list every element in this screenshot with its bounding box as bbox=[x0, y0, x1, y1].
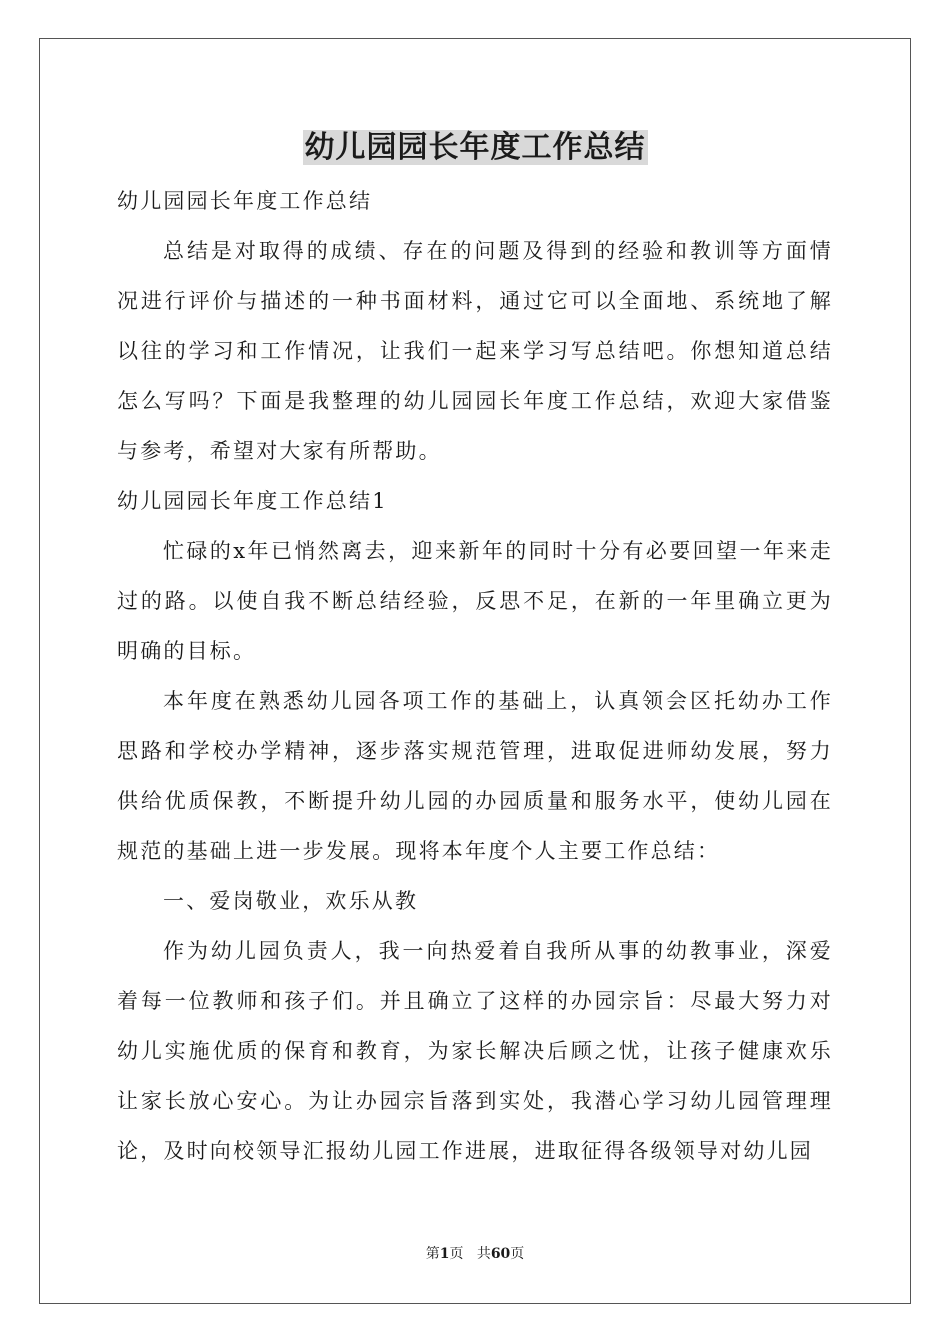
paragraph-3: 作为幼儿园负责人，我一向热爱着自我所从事的幼教事业，深爱着每一位教师和孩子们。并且确立了这样的办园宗旨：尽最大努力对幼儿实施优质的保育和教育，为家长解决后顾之忧，让孩子健康欢乐让家长放心安心。为让办园宗旨落到实处，我潜心学习幼儿园管理理论，及时向校领导汇报幼儿园工作进展，进取征得各级领导对幼儿园 bbox=[117, 939, 833, 1163]
section-heading-1: 幼儿园园长年度工作总结1 bbox=[117, 489, 388, 513]
page-footer bbox=[0, 1244, 950, 1264]
total-pages: 60 bbox=[490, 1246, 511, 1262]
subheading-1: 一、爱岗敬业，欢乐从教 bbox=[163, 889, 419, 913]
page-suffix: 页 bbox=[449, 1246, 464, 1262]
paragraph-2: 本年度在熟悉幼儿园各项工作的基础上，认真领会区托幼办工作思路和学校办学精神，逐步落实规范管理，进取促进师幼发展，努力供给优质保教，不断提升幼儿园的办园质量和服务水平，使幼儿园在规范的基础上进一步发展。现将本年度个人主要工作总结： bbox=[117, 689, 833, 863]
paragraph-intro: 总结是对取得的成绩、存在的问题及得到的经验和教训等方面情况进行评价与描述的一种书面材料，通过它可以全面地、系统地了解以往的学习和工作情况，让我们一起来学习写总结吧。你想知道总结怎么写吗？下面是我整理的幼儿园园长年度工作总结，欢迎大家借鉴与参考，希望对大家有所帮助。 bbox=[117, 239, 833, 463]
paragraph-1: 忙碌的x年已悄然离去，迎来新年的同时十分有必要回望一年来走过的路。以使自我不断总结经验，反思不足，在新的一年里确立更为明确的目标。 bbox=[117, 539, 833, 663]
document-title-text: 幼儿园园长年度工作总结 bbox=[304, 130, 646, 165]
total-prefix: 共 bbox=[476, 1246, 491, 1262]
document-title bbox=[0, 126, 950, 170]
page-number: 1 bbox=[439, 1246, 450, 1262]
total-suffix: 页 bbox=[510, 1246, 525, 1262]
page-prefix: 第 bbox=[425, 1246, 440, 1262]
document-subtitle: 幼儿园园长年度工作总结 bbox=[117, 189, 373, 213]
document-body bbox=[117, 176, 833, 1176]
